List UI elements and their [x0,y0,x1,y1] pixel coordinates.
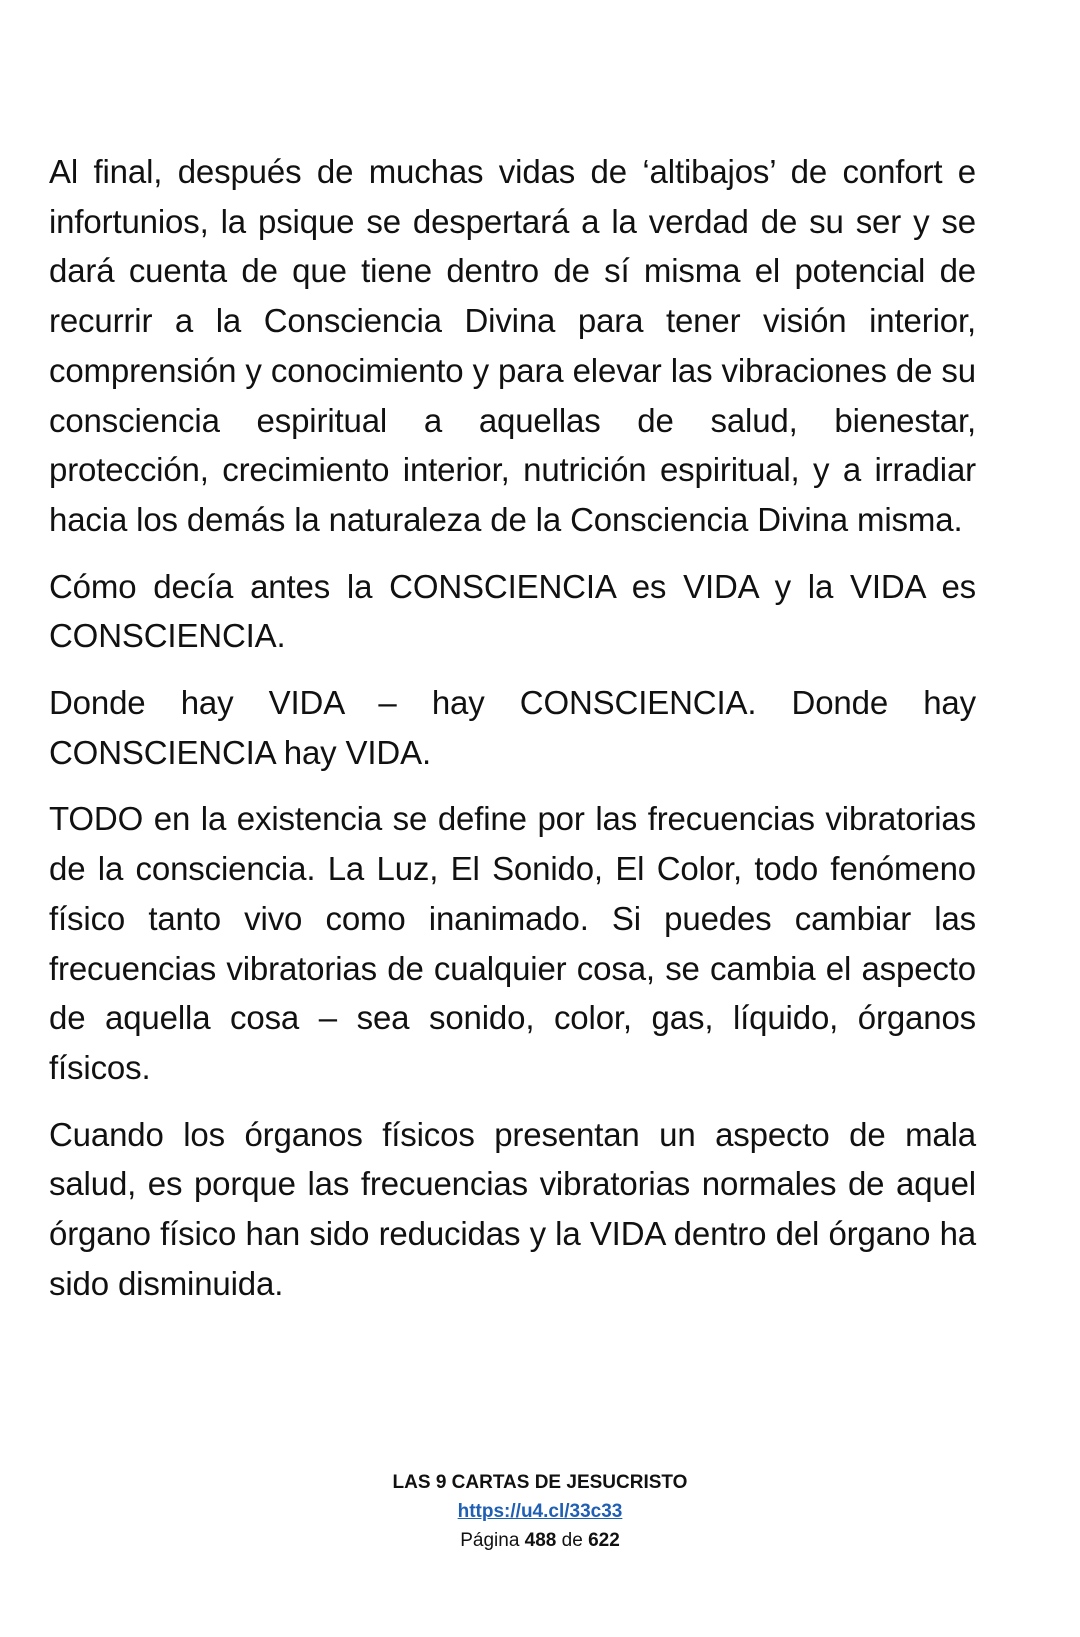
paragraph-1: Al final, después de muchas vidas de ‘altibajos’ de confort e infortunios, la psique se despertará a la verdad de su ser y se dará cuenta de que tiene dentro de sí misma el potencial de recurrir a la Consciencia Divina para tener visión interior, comprensión y conocimiento y para elevar las vibraciones de su consciencia espiritual a aquellas de salud, bienestar, protección, crecimiento interior, nutrición espiritual, y a irradiar hacia los demás la naturaleza de la Consciencia Divina misma. [49,153,976,538]
paragraph-5: Cuando los órganos físicos presentan un aspecto de mala salud, es porque las frecuencias vibratorias normales de aquel órgano físico han sido reducidas y la VIDA dentro del órgano ha sido disminuida. [49,1115,976,1302]
paragraph-4: TODO en la existencia se define por las frecuencias vibratorias de la consciencia. La Luz, El Sonido, El Color, todo fenómeno físico tanto vivo como inanimado. Si puedes cambiar las frecuencias vibratorias de cualquier cosa, se cambia el aspecto de aquella cosa – sea sonido, color, gas, líquido, órganos físicos. [49,800,976,1086]
paragraph-3: Donde hay VIDA – hay CONSCIENCIA. Donde hay CONSCIENCIA hay VIDA. [49,684,976,771]
body-text [49,147,976,1325]
page-word: Página [460,1530,520,1551]
book-title: LAS 9 CARTAS DE JESUCRISTO [392,1472,688,1493]
paragraph-2: Cómo decía antes la CONSCIENCIA es VIDA y la VIDA es CONSCIENCIA. [49,567,976,655]
of-word: de [561,1530,583,1551]
page-footer [0,1468,1080,1555]
total-pages: 622 [588,1530,620,1551]
page-indicator [0,1526,1080,1555]
page-number: 488 [524,1530,557,1551]
book-link[interactable]: https://u4.cl/33c33 [457,1501,623,1522]
